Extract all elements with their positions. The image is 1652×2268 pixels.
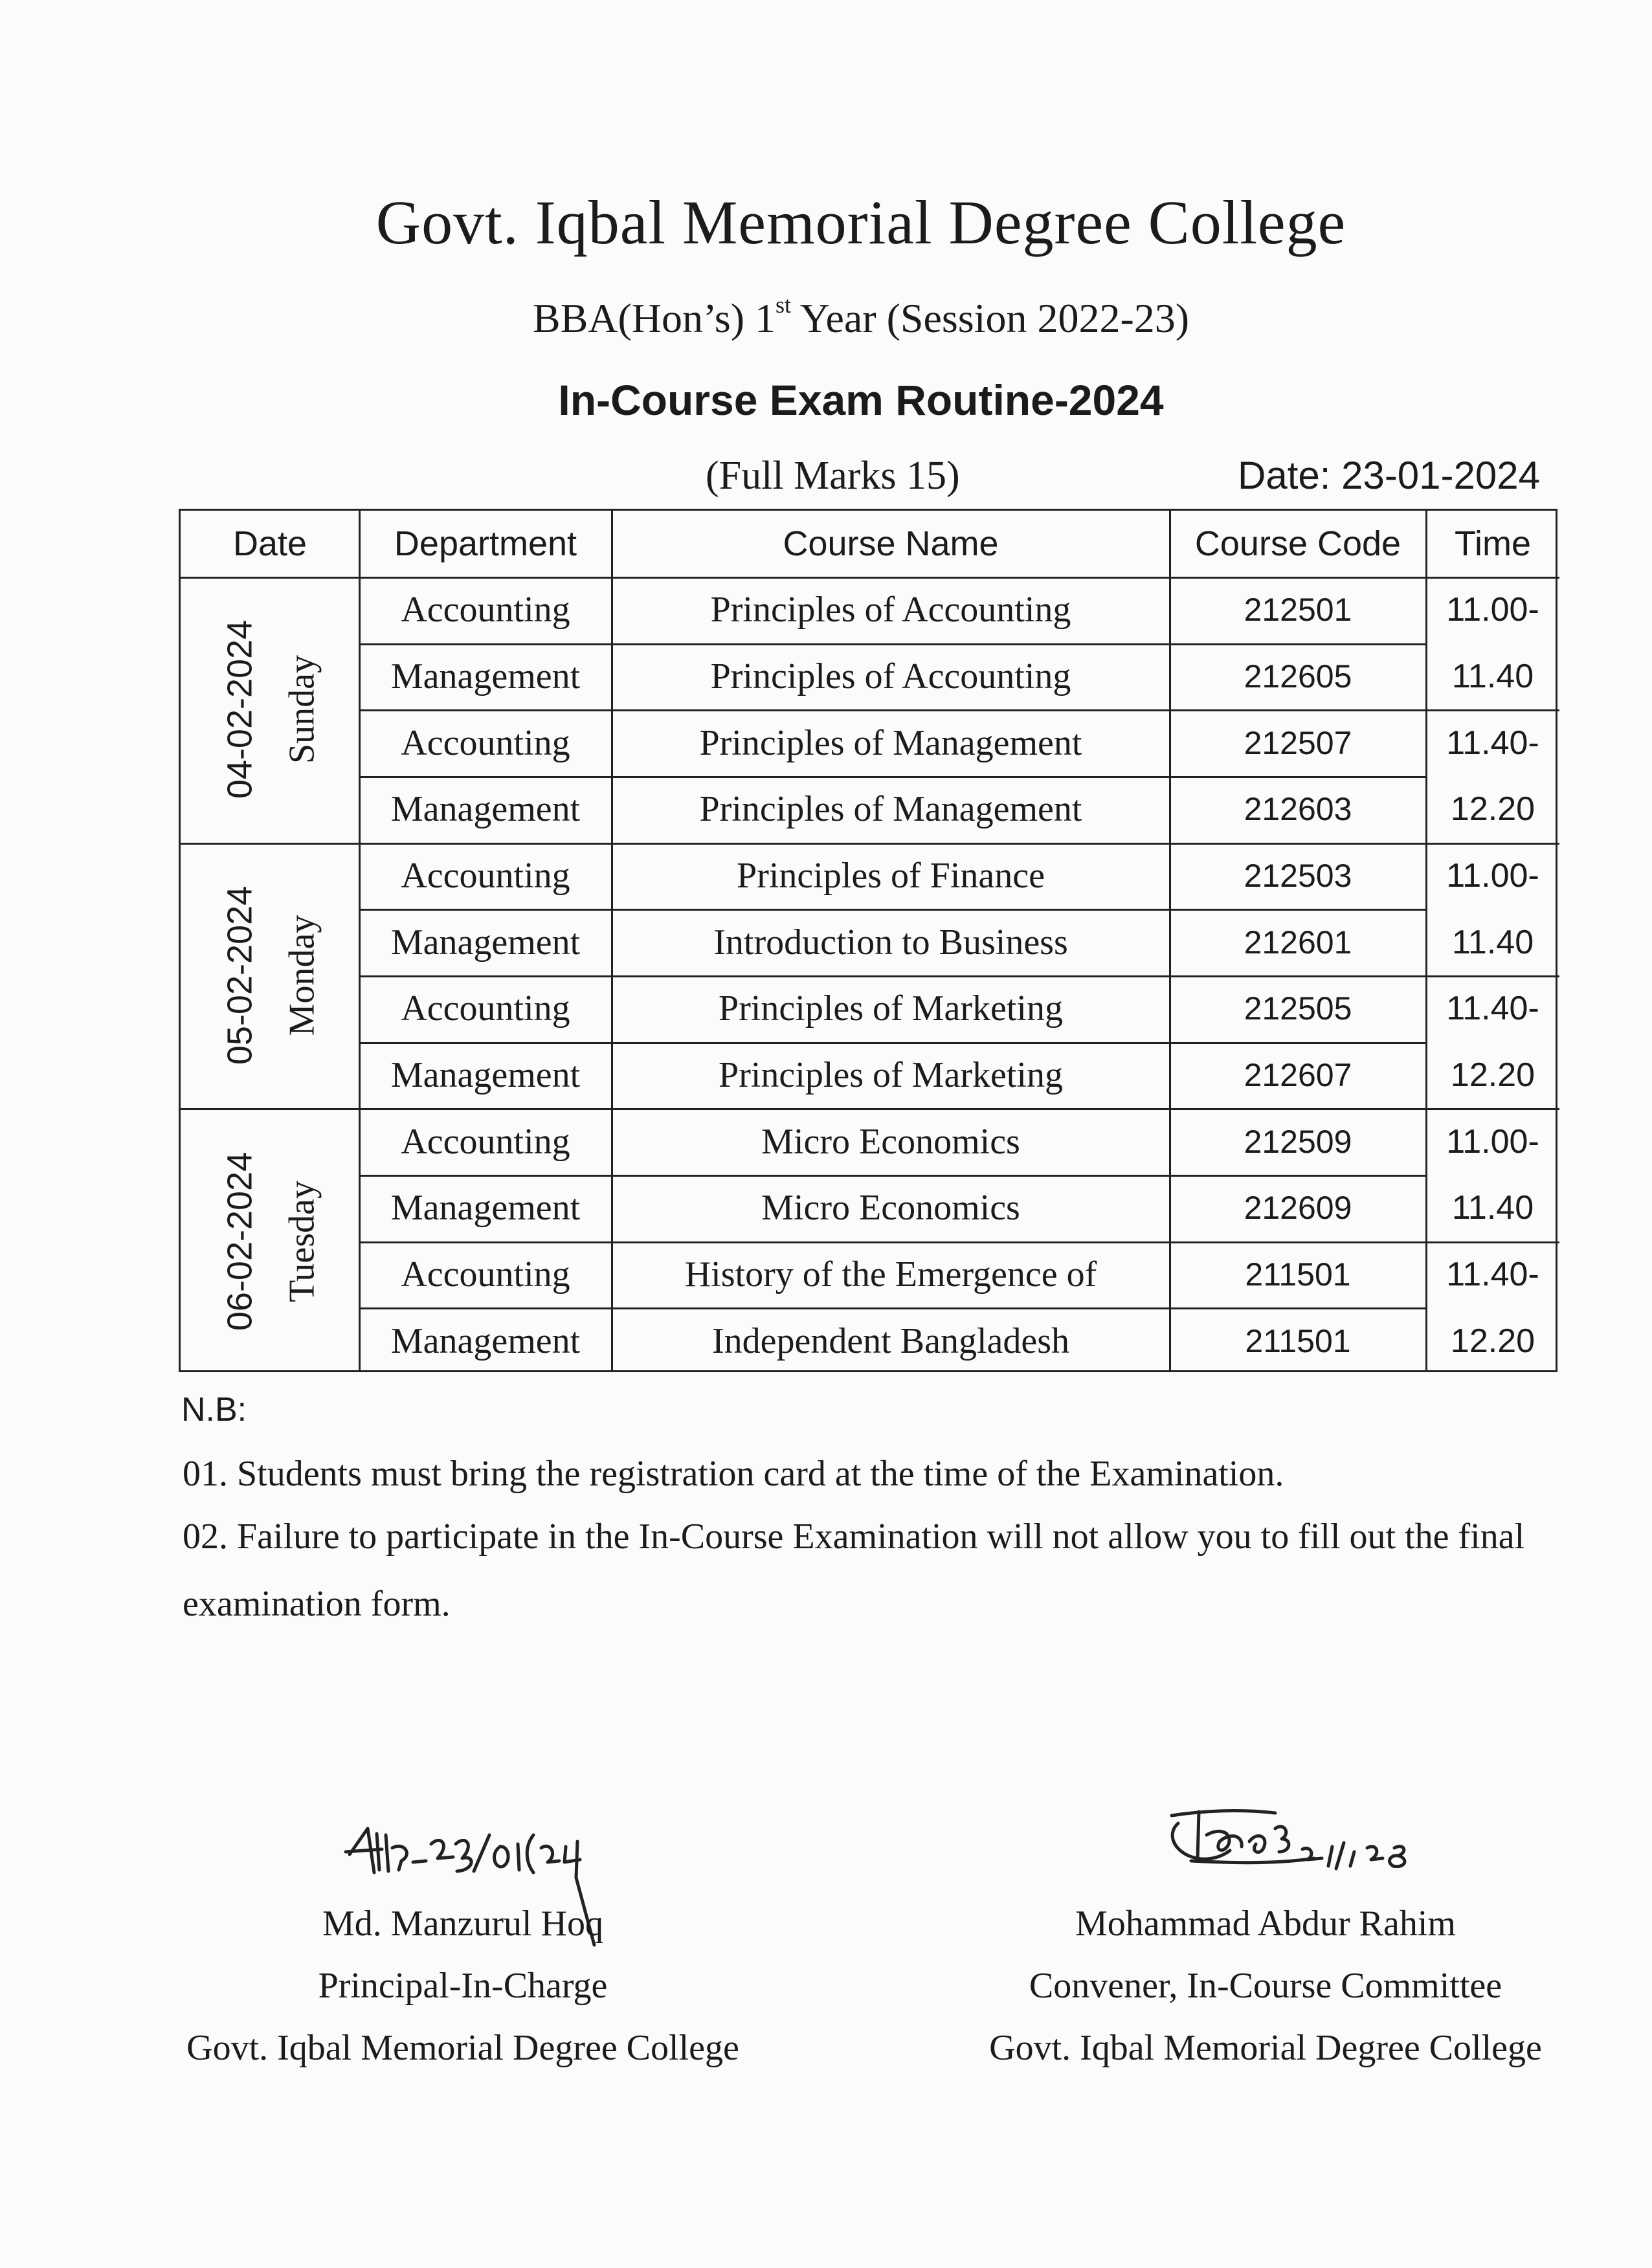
course-code-cell: 212503 <box>1244 857 1352 894</box>
department-cell: Management <box>390 922 581 962</box>
exam-date: 06-02-2024 <box>220 1151 259 1331</box>
department-cell: Management <box>390 1054 581 1095</box>
course-name-cell: Principles of Accounting <box>710 590 1071 630</box>
time-cell: 11.40- <box>1446 990 1539 1028</box>
time-cell: 11.00- <box>1446 591 1539 629</box>
subtitle-superscript: st <box>776 291 792 318</box>
time-cell: 11.40 <box>1451 923 1534 961</box>
course-name-cell: Principles of Accounting <box>710 656 1071 696</box>
signatory-title: Principal-In-Charge <box>318 1966 608 2006</box>
time-cell: 12.20 <box>1450 1056 1535 1094</box>
routine-title: In-Course Exam Routine-2024 <box>558 376 1164 424</box>
department-cell: Accounting <box>401 722 570 763</box>
signatory-org: Govt. Iqbal Memorial Degree College <box>989 2028 1542 2068</box>
department-cell: Accounting <box>401 590 570 630</box>
full-marks: (Full Marks 15) <box>706 454 960 498</box>
program-subtitle <box>0 291 1652 342</box>
course-name-cell: Micro Economics <box>761 1188 1020 1228</box>
exam-weekday: Monday <box>282 915 322 1036</box>
course-code-cell: 212501 <box>1244 592 1352 628</box>
course-name-cell: Independent Bangladesh <box>711 1320 1070 1361</box>
course-code-cell: 212507 <box>1244 724 1352 761</box>
course-code-cell: 212605 <box>1244 658 1352 695</box>
course-code-cell: 212509 <box>1244 1123 1352 1160</box>
document-date: Date: 23-01-2024 <box>1238 454 1540 497</box>
time-cell: 11.40- <box>1446 724 1539 762</box>
routine-table <box>179 509 1557 1372</box>
course-code-cell: 211501 <box>1245 1256 1351 1293</box>
time-cell: 11.40- <box>1446 1255 1539 1293</box>
course-name-cell: Principles of Management <box>699 722 1082 763</box>
course-name-cell: Principles of Management <box>699 789 1082 830</box>
department-cell: Accounting <box>401 1254 570 1295</box>
exam-weekday: Sunday <box>282 655 322 764</box>
column-header: Course Code <box>1194 524 1401 563</box>
convener-signature-block <box>932 1903 1599 2089</box>
column-header: Date <box>232 524 307 563</box>
time-cell: 12.20 <box>1450 790 1535 828</box>
column-header: Time <box>1455 524 1531 563</box>
note-item: 02. Failure to participate in the In-Course Examination will not allow you to fill out the final examination form. <box>183 1517 1525 1624</box>
time-cell: 12.20 <box>1450 1322 1535 1360</box>
course-code-cell: 211501 <box>1245 1322 1351 1359</box>
course-name-cell: Introduction to Business <box>713 922 1068 962</box>
notes-heading: N.B: <box>181 1391 247 1429</box>
time-cell: 11.40 <box>1451 1189 1534 1227</box>
time-cell: 11.00- <box>1446 856 1539 895</box>
department-cell: Accounting <box>401 988 570 1029</box>
subtitle-program: BBA(Hon’s) 1 <box>532 295 776 341</box>
course-code-cell: 212505 <box>1244 990 1352 1027</box>
exam-date: 04-02-2024 <box>220 620 259 799</box>
column-header: Department <box>394 524 577 563</box>
course-code-cell: 212607 <box>1244 1056 1352 1093</box>
course-code-cell: 212609 <box>1244 1190 1352 1227</box>
signatory-name: Md. Manzurul Hoq <box>322 1904 603 1944</box>
department-cell: Management <box>390 1188 581 1228</box>
course-name-cell: Principles of Marketing <box>719 1054 1063 1095</box>
principal-signature-block <box>129 1903 796 2089</box>
subtitle-session: Year (Session 2022-23) <box>791 295 1190 341</box>
course-code-cell: 212603 <box>1244 791 1352 828</box>
department-cell: Management <box>390 1320 581 1361</box>
exam-weekday: Tuesday <box>282 1180 322 1302</box>
time-cell: 11.00- <box>1446 1122 1539 1161</box>
column-header: Course Name <box>783 524 999 563</box>
department-cell: Accounting <box>401 1121 570 1162</box>
note-item: 01. Students must bring the registration card at the time of the Examination. <box>183 1454 1284 1494</box>
signatory-title: Convener, In-Course Committee <box>1029 1966 1502 2006</box>
exam-date: 05-02-2024 <box>220 885 259 1065</box>
department-cell: Management <box>390 789 581 830</box>
signatory-org: Govt. Iqbal Memorial Degree College <box>186 2028 739 2068</box>
time-cell: 11.40 <box>1451 657 1534 695</box>
signatory-name: Mohammad Abdur Rahim <box>1075 1904 1456 1944</box>
course-name-cell: History of the Emergence of <box>684 1254 1097 1295</box>
department-cell: Accounting <box>401 855 570 896</box>
convener-signature <box>1152 1796 1437 1893</box>
course-name-cell: Principles of Marketing <box>719 988 1063 1029</box>
course-name-cell: Micro Economics <box>761 1121 1020 1162</box>
course-code-cell: 212601 <box>1244 924 1352 961</box>
college-title: Govt. Iqbal Memorial Degree College <box>375 188 1346 257</box>
department-cell: Management <box>390 656 581 696</box>
course-name-cell: Principles of Finance <box>737 855 1045 896</box>
